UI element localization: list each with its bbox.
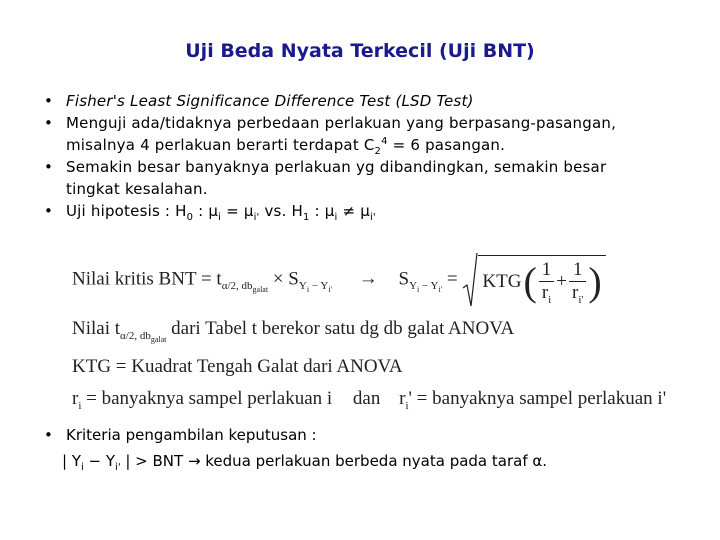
radicand — [478, 255, 605, 305]
hypothesis-text: : μ — [193, 202, 219, 220]
bullet-semakin — [44, 156, 684, 200]
formula-ktg — [72, 356, 403, 378]
arrow-icon: → — [358, 268, 378, 290]
hypothesis-text: : μ — [309, 202, 335, 220]
formula-text: × S — [268, 268, 299, 290]
combination-subscript: 2 — [374, 146, 382, 157]
bullet-list — [44, 90, 684, 222]
bullet-dot: • — [44, 158, 54, 176]
bullet-text: Kriteria pengambilan keputusan : — [66, 426, 317, 444]
bullet-text: misalnya 4 perlakuan berarti terdapat C — [66, 136, 375, 154]
hypothesis-text: = μ — [221, 202, 254, 220]
mu-subscript: i — [218, 212, 222, 223]
criteria-section — [44, 424, 694, 472]
combination-superscript: 4 — [381, 136, 388, 147]
left-paren: ( — [523, 259, 537, 304]
formula-text: S — [398, 268, 410, 290]
mu-subscript: i — [334, 212, 338, 223]
formula-text: Nilai t — [72, 318, 121, 339]
formula-text: = banyaknya sampel perlakuan i — [81, 388, 333, 409]
square-root — [462, 252, 605, 308]
formula-nilai-t — [72, 318, 515, 344]
bullet-text: Semakin besar banyaknya perlakuan yg dibandingkan, semakin besar — [66, 158, 607, 176]
bullet-menguji — [44, 112, 684, 156]
formula-text: ' = banyaknya sampel perlakuan i' — [408, 388, 667, 409]
bullet-lsd — [44, 90, 684, 112]
formula-text: KTG — [482, 270, 522, 292]
s-subscript: Yi − Yi' — [409, 280, 443, 295]
bullet-text: Menguji ada/tidaknya perbedaan perlakuan yang berpasang-pasangan, — [66, 114, 617, 132]
fraction: $\frac{1}{r_i}$ — [539, 259, 555, 304]
bullet-hipotesis — [44, 200, 684, 222]
t-subscript: α/2, dbgalat — [221, 280, 269, 295]
formula-text: dan — [352, 388, 381, 409]
t-subscript: α/2, dbgalat — [120, 329, 167, 344]
hypothesis-text: ≠ μ — [337, 202, 370, 220]
bullet-kriteria — [44, 424, 694, 446]
s-subscript: Yi − Yi' — [298, 280, 332, 295]
formula-text: r — [399, 388, 406, 409]
bullet-text: tingkat kesalahan. — [66, 180, 208, 198]
bullet-dot: • — [44, 114, 54, 132]
formula-text: KTG = Kuadrat Tengah Galat dari ANOVA — [72, 356, 403, 377]
h1-subscript: 1 — [303, 212, 310, 223]
hypothesis-text: vs. H — [259, 202, 303, 220]
formula-text: r — [72, 388, 79, 409]
mu-subscript: i' — [369, 212, 376, 223]
plus-sign: + — [556, 270, 567, 292]
formula-bnt — [72, 252, 606, 308]
h0-subscript: 0 — [186, 212, 194, 223]
formula-text: dari Tabel t berekor satu dg db galat ANOVA — [166, 318, 515, 339]
right-paren: ) — [588, 259, 602, 304]
formula-text: Nilai kritis BNT = t — [72, 268, 222, 290]
hypothesis-text: Uji hipotesis : H — [66, 202, 187, 220]
bullet-dot: • — [44, 426, 53, 444]
slide-title: Uji Beda Nyata Terkecil (Uji BNT) — [185, 40, 535, 62]
radical-sign-icon — [462, 252, 478, 308]
bullet-dot: • — [44, 92, 54, 110]
criteria-expression: | $Y_i - Y_{i'}$ | > BNT → kedua perlakuan berbeda nyata pada taraf α. — [62, 452, 548, 473]
formula-r: $r_i$ = banyaknya sampel perlakuan i dan $r_i'$ = banyaknya sampel perlakuan i' — [72, 388, 667, 412]
bullet-text: = 6 pasangan. — [387, 136, 506, 154]
fraction: $\frac{1}{r_{i'}}$ — [569, 259, 586, 304]
formula-text: = — [442, 268, 458, 290]
bullet-dot: • — [44, 202, 54, 220]
mu-subscript: i' — [253, 212, 260, 223]
bullet-text: Fisher's Least Significance Difference Test (LSD Test) — [66, 92, 474, 110]
